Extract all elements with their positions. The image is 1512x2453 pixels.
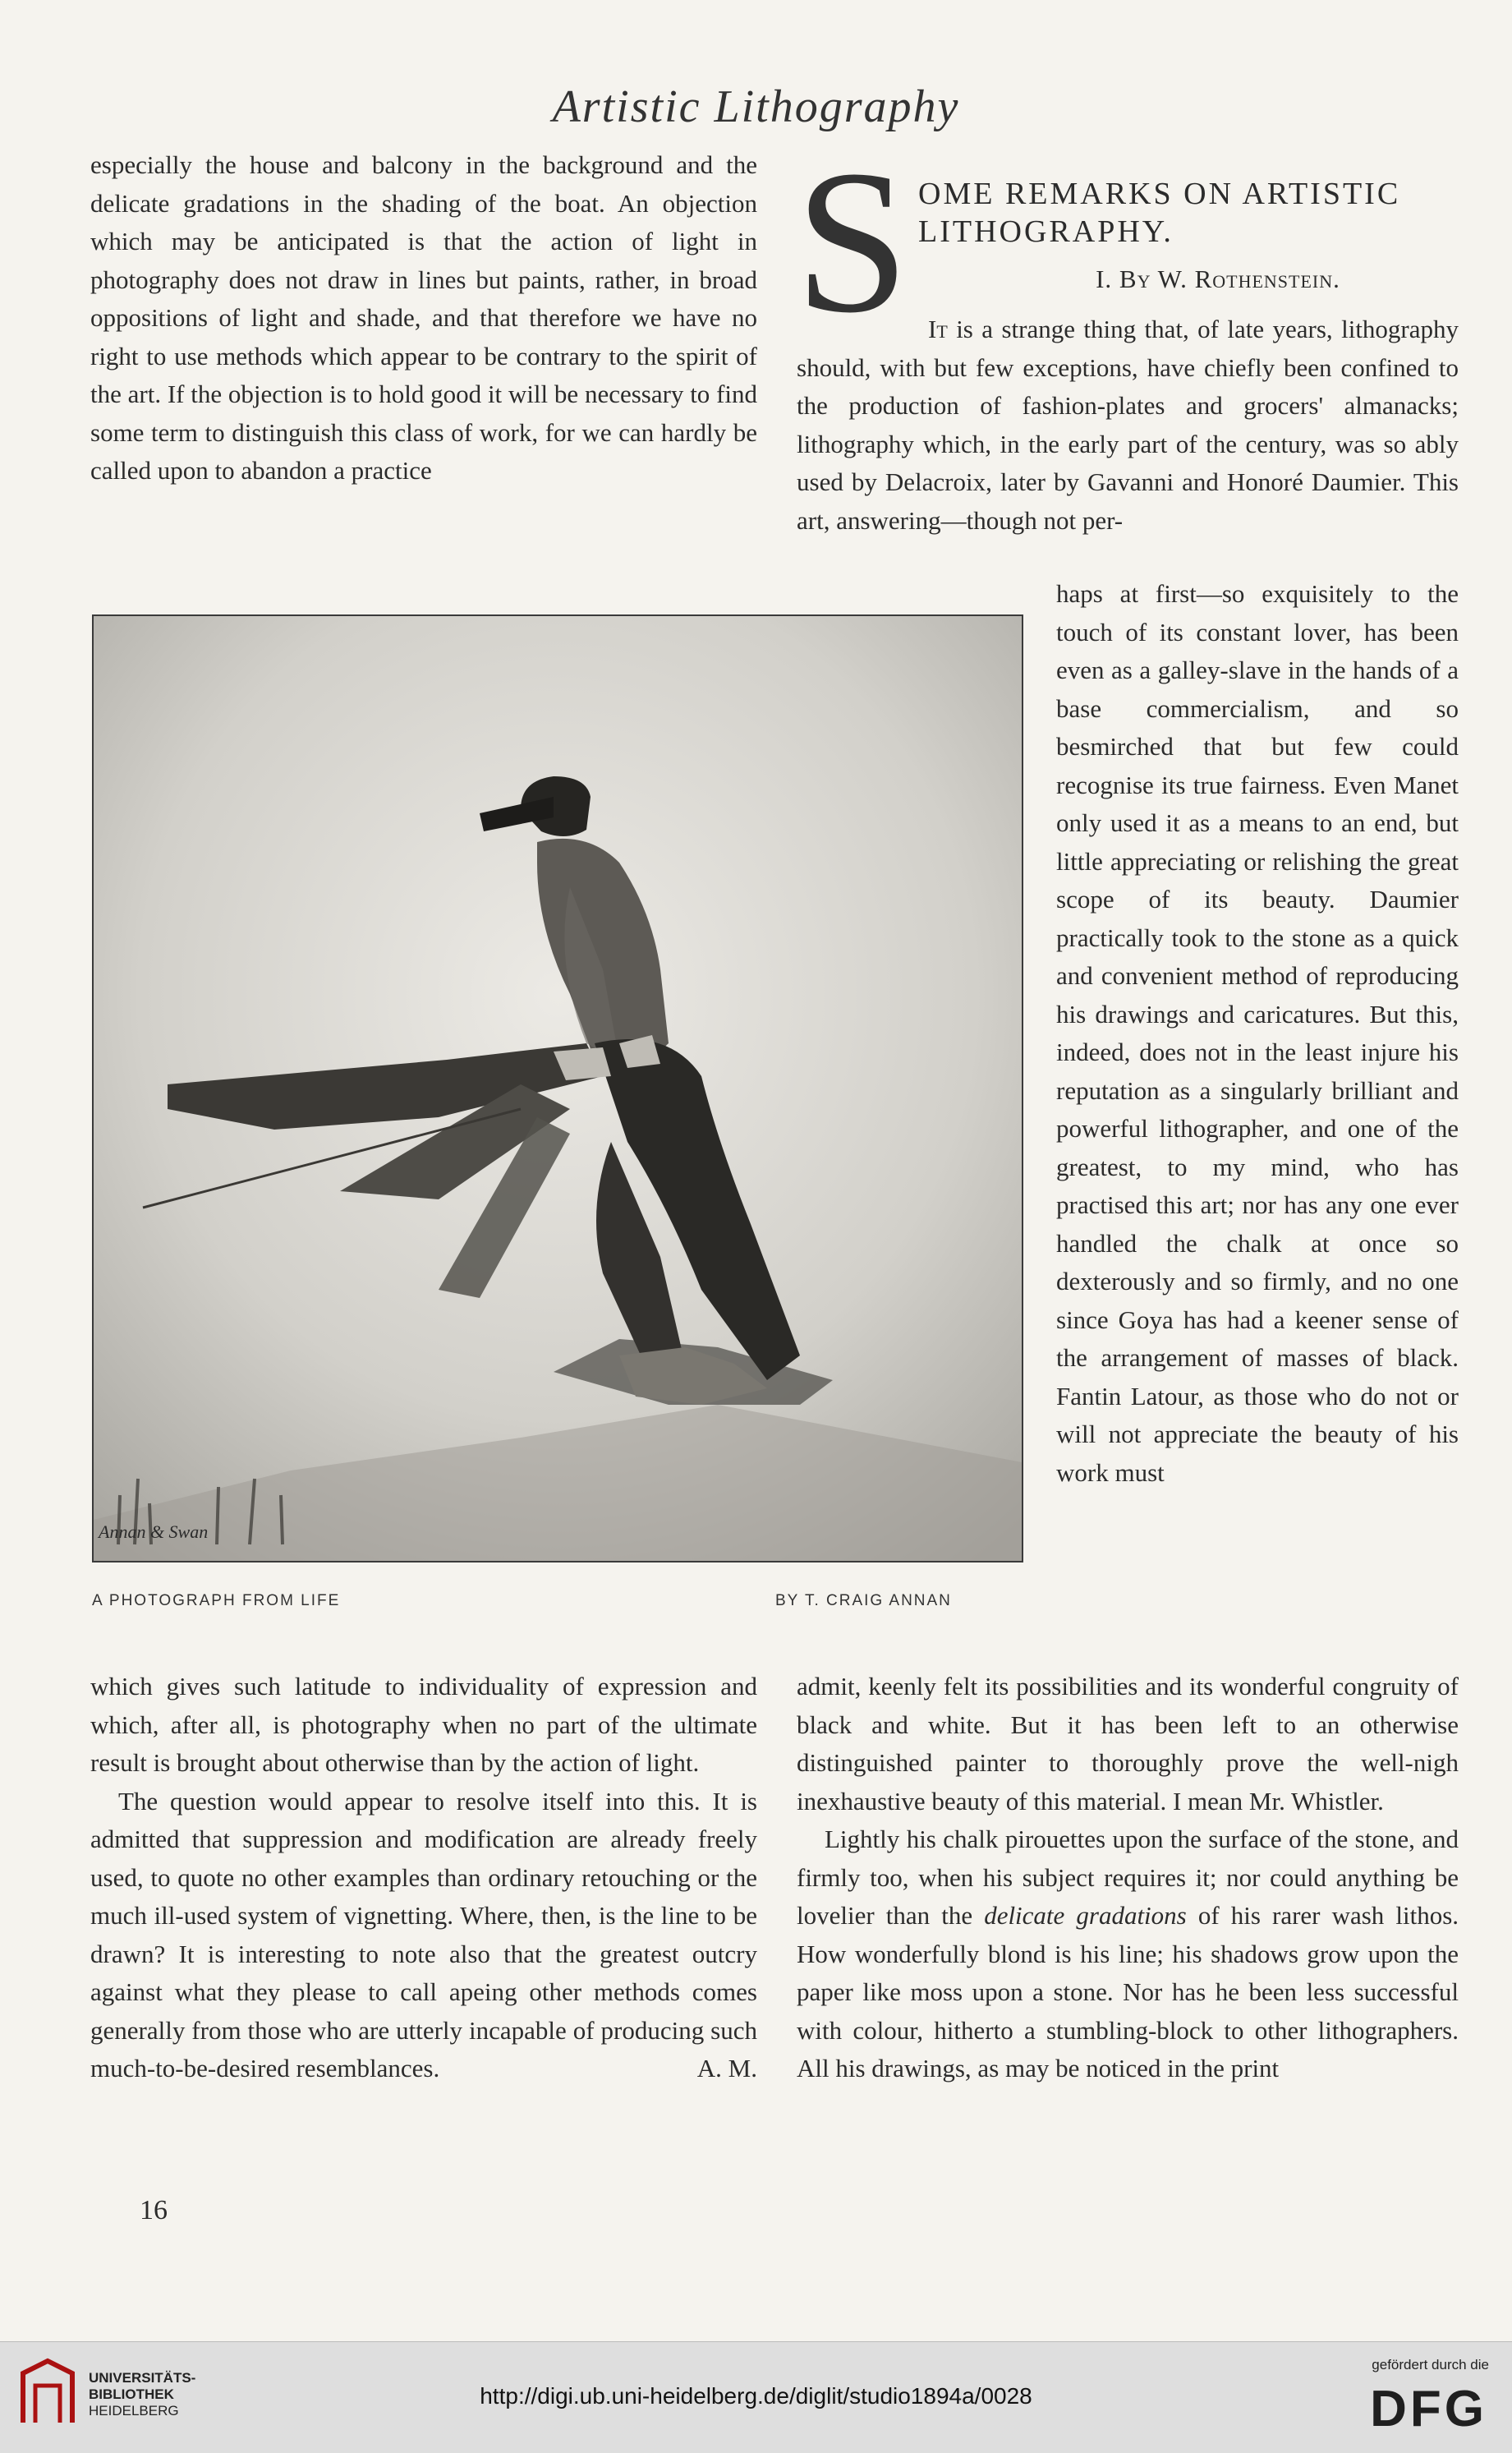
library-line: UNIVERSITÄTS- — [89, 2370, 196, 2386]
left-column-bottom — [90, 1668, 757, 2088]
library-line: BIBLIOTHEK — [89, 2386, 174, 2402]
dfg-logo: DFG — [1370, 2381, 1487, 2437]
paragraph-text: of his rarer wash lithos. How wonderfully blond is his line; his shadows grow upon the paper like moss upon a stone. Nor has he been less successful with colour, hitherto a stumbling-block to other lithographers. All his drawings, as may be noticed in the print — [797, 1901, 1459, 2083]
article-heading-line-1: OME REMARKS ON ARTISTIC — [918, 177, 1401, 211]
article-byline — [976, 265, 1460, 294]
figure-caption: A PHOTOGRAPH FROM LIFE — [92, 1592, 341, 1609]
paragraph-text: Lightly his chalk pirouettes upon the surface of the stone, and firmly too, when his subject requires it; nor could anything be lovelier than the — [797, 1825, 1459, 1930]
byline-number: I. — [1096, 265, 1113, 293]
paragraph: admit, keenly felt its possibilities and its wonderful congruity of black and white. But it has been left to an otherwise distinguished painter to thoroughly prove the well-nigh inexhaustive beauty of this material. I mean Mr. Whistler. — [797, 1672, 1459, 1816]
photograph-figure — [92, 614, 1023, 1562]
page-number: 16 — [140, 2195, 168, 2225]
footer-bar — [0, 2341, 1512, 2453]
right-column-bottom — [797, 1668, 1459, 2088]
funded-by-text: gefördert durch die — [1372, 2357, 1489, 2372]
left-column-top — [90, 146, 757, 490]
paragraph — [797, 1820, 1459, 2088]
paragraph-text: The question would appear to resolve itself into this. It is admitted that suppression and modification are already freely used, to quote no other examples than ordinary retouching or the much ill-used system of vignetting. Where, then, is the line to be drawn? It is interesting to note also that the greatest outcry against what they please to call apeing other methods comes generally from those who are utterly incapable of producing such much-to-be-desired resemblances. — [90, 1786, 757, 2083]
signoff: A. M. — [696, 2054, 757, 2083]
intro-text: is a strange thing that, of late years, lithography should, with but few exceptions, have chiefly been confined to the production of fashion-plates and grocers' almanacks; lithography which, in the early part of the century, was so ably used by Delacroix, later by Gavanni and Honoré Daumier. This art, answering—though not per- — [797, 315, 1459, 535]
byline-author: By W. Rothenstein. — [1119, 265, 1340, 293]
paragraph — [797, 311, 1459, 540]
paragraph: which gives such latitude to individuality of expression and which, after all, is photography when no part of the ultimate result is brought about otherwise than by the action of light. — [90, 1672, 757, 1777]
drop-cap: S — [795, 128, 910, 356]
photo-signature: Annan & Swan — [99, 1521, 209, 1542]
permalink-url[interactable]: http://digi.ub.uni-heidelberg.de/diglit/studio1894a/0028 — [480, 2383, 1032, 2409]
article-intro — [797, 311, 1459, 540]
figure-credit: BY T. CRAIG ANNAN — [775, 1592, 952, 1609]
page-title: Artistic Lithography — [552, 81, 960, 132]
photograph-image — [94, 616, 1022, 1561]
article-narrow-column — [1056, 575, 1459, 1492]
article-heading-line-2: LITHOGRAPHY. — [918, 214, 1174, 249]
paragraph: haps at first—so exquisitely to the touch of its constant lover, has been even as a galley-slave in the hands of a base commercialism, and so besmirched that but few could recognise its true fairness. Even Manet only used it as a means to an end, but little appreciating or relishing the great scope of its beauty. Daumier practically took to the stone as a quick and convenient method of reproducing his drawings and caricatures. But this, indeed, does not in the least injure his reputation as a singularly brilliant and powerful lithographer, and one of the greatest, to my mind, who has practised this art; nor has any one ever handled the chalk at once so dexterously and so firmly, and no one since Goya has had a keener sense of the arrangement of masses of black. Fantin Latour, as those who do not or will not appreciate the beauty of his work must — [1056, 579, 1459, 1487]
library-line: HEIDELBERG — [89, 2403, 179, 2418]
emphasis: delicate gradations — [984, 1901, 1187, 1930]
paragraph: especially the house and balcony in the background and the delicate gradations in the shading of the boat. An objection which may be anticipated is that the action of light in photography does not draw in lines but paints, rather, in broad oppositions of light and shade, and that therefore we have no right to use methods which appear to be contrary to the spirit of the art. If the objection is to hold good it will be necessary to find some term to distinguish this class of work, for we can hardly be called upon to abandon a practice — [90, 150, 757, 485]
paragraph — [90, 1783, 757, 2088]
intro-lead: It — [928, 315, 948, 343]
